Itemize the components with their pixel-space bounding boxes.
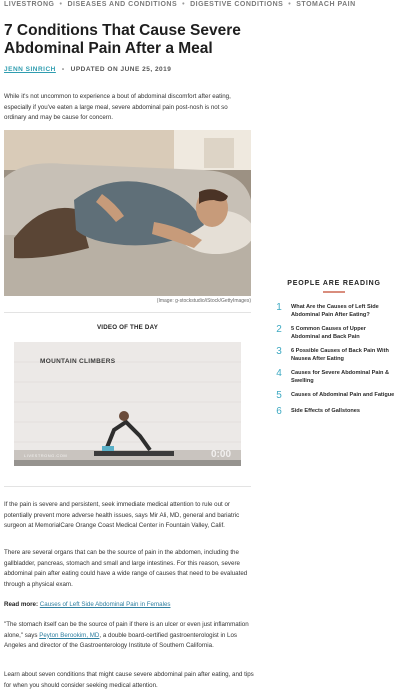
divider <box>4 486 251 487</box>
sidebar-item-link[interactable]: 5 Common Causes of Upper Abdominal and Back Pain <box>291 325 366 340</box>
sidebar-item-link[interactable]: 6 Possible Causes of Back Pain With Nausea After Eating <box>291 347 389 362</box>
quote-text: "The stomach itself can be the source of pain if there is an ulcer or even just inflammation alone," says <box>4 621 249 639</box>
breadcrumb-livestrong[interactable]: LIVESTRONG <box>4 1 55 8</box>
sidebar-item-link[interactable]: What Are the Causes of Left Side Abdominal Pain After Eating? <box>291 303 379 318</box>
read-more-link[interactable]: Causes of Left Side Abdominal Pain in Females <box>39 601 171 608</box>
breadcrumb-stomach-pain[interactable]: STOMACH PAIN <box>296 1 356 8</box>
video-title: MOUNTAIN CLIMBERS <box>40 358 116 365</box>
hero-image <box>4 130 251 296</box>
sidebar-item-number: 5 <box>276 389 282 401</box>
breadcrumb-separator: • <box>59 1 63 8</box>
sidebar-item[interactable] <box>272 369 396 385</box>
sidebar-heading: PEOPLE ARE READING <box>287 280 381 287</box>
byline <box>4 66 171 73</box>
read-more-label: Read more: <box>4 601 39 608</box>
sidebar-item[interactable] <box>272 325 396 341</box>
sidebar-item-link[interactable]: Causes of Abdominal Pain and Fatigue <box>291 391 395 398</box>
author-link[interactable]: JENN SINRICH <box>4 66 56 73</box>
breadcrumb-diseases[interactable]: DISEASES AND CONDITIONS <box>67 1 178 8</box>
read-more <box>4 600 254 611</box>
sidebar-heading-underline <box>323 291 345 293</box>
sidebar-item-number: 3 <box>276 345 282 357</box>
man-on-couch-illustration <box>4 130 251 296</box>
sidebar-item[interactable] <box>272 407 396 417</box>
breadcrumb-separator: • <box>182 1 186 8</box>
video-timestamp: 0:00 <box>210 449 231 460</box>
breadcrumb-digestive[interactable]: DIGESTIVE CONDITIONS <box>190 1 284 8</box>
article-title: 7 Conditions That Cause Severe Abdominal Pain After a Meal <box>4 22 241 57</box>
body-paragraph-4: Learn about seven conditions that might cause severe abdominal pain after eating, and tips for when you should consider seeking medical attention. <box>4 671 254 689</box>
image-caption: (Image: g-stockstudio/iStock/GettyImages) <box>156 298 251 304</box>
sidebar-item-link[interactable]: Causes for Severe Abdominal Pain & Swelling <box>291 369 390 384</box>
sidebar-item[interactable] <box>272 347 396 363</box>
byline-separator: • <box>61 66 65 73</box>
body-paragraph-2: There are several organs that can be the source of pain in the abdomen, including the gallbladder, pancreas, stomach and small and large intestines. For this reason, severe abdominal pain after eating could have a wide range of causes that need to be evaluated through a physical exam. <box>4 549 248 588</box>
breadcrumb-separator: • <box>288 1 292 8</box>
sidebar-item[interactable] <box>272 391 396 401</box>
body-paragraph-1: If the pain is severe and persistent, seek immediate medical attention to rule out or potentially prevent more adverse health issues, says Mir Ali, MD, general and bariatric surgeon at MemorialCare Orange Coast Medical Center in Fountain Valley, Calif. <box>4 501 240 529</box>
doctor-link[interactable]: Peyton Berookim, MD <box>39 631 100 639</box>
intro-paragraph: While it's not uncommon to experience a bout of abdominal discomfort after eating, especially if you've eaten a large meal, severe abdominal pain post-nosh is not so ordinary and may be cause for concern. <box>4 93 231 121</box>
sidebar-item-link[interactable]: Side Effects of Gallstones <box>291 407 361 414</box>
video-player[interactable] <box>14 342 241 466</box>
breadcrumb <box>4 1 396 11</box>
quote-attribution: , a double board-certified gastroenterologist in Los Angeles and director of the Gastroenterology Institute of Southern California. <box>4 631 237 649</box>
video-of-the-day-label: VIDEO OF THE DAY <box>96 324 159 331</box>
video-brand-watermark: LIVESTRONG.COM <box>24 453 68 458</box>
sidebar-item[interactable] <box>272 303 396 319</box>
sidebar-item-number: 2 <box>276 323 282 335</box>
sidebar-item-number: 6 <box>276 405 282 417</box>
sidebar-item-number: 4 <box>276 367 282 379</box>
people-are-reading-sidebar <box>272 280 396 423</box>
sidebar-item-number: 1 <box>276 301 282 313</box>
divider <box>4 312 251 313</box>
updated-date: UPDATED ON JUNE 25, 2019 <box>70 66 172 73</box>
body-paragraph-3 <box>4 620 254 652</box>
